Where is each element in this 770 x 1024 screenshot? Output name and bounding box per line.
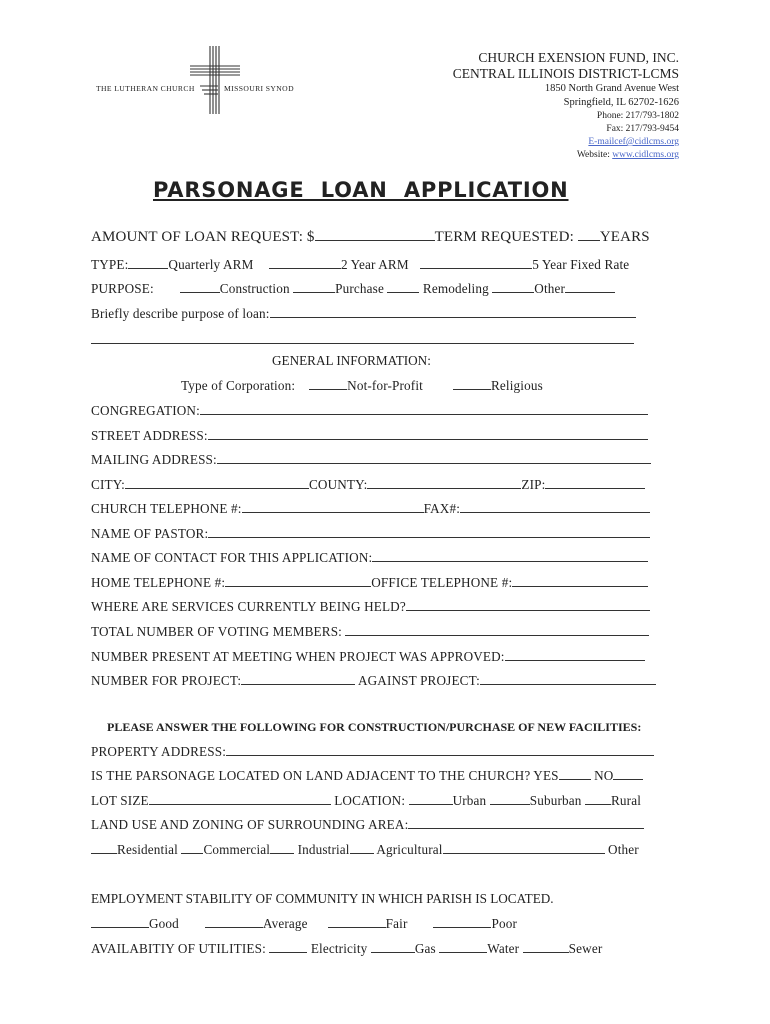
- purpose-purchase-label: Purchase: [335, 281, 384, 296]
- zip-field[interactable]: [545, 488, 645, 489]
- describe-row: [91, 306, 636, 322]
- purpose-row: [91, 281, 615, 297]
- years-label: YEARS: [599, 229, 650, 245]
- lot-size-field[interactable]: [149, 804, 331, 805]
- sewer-label: Sewer: [568, 941, 603, 956]
- home-tel-field[interactable]: [225, 586, 371, 587]
- county-label: COUNTY:: [308, 477, 368, 492]
- street-label: STREET ADDRESS:: [91, 428, 208, 443]
- pastor-row: [91, 526, 650, 542]
- street-field[interactable]: [208, 439, 648, 440]
- water-field[interactable]: [439, 952, 487, 953]
- type-quarterly-label: Quarterly ARM: [168, 257, 254, 272]
- type-quarterly-field[interactable]: [128, 268, 168, 269]
- city-field[interactable]: [125, 488, 309, 489]
- residential-label: Residential: [117, 842, 178, 857]
- purpose-remodeling-field[interactable]: [387, 292, 419, 293]
- services-field[interactable]: [406, 610, 650, 611]
- utilities-row: [91, 941, 602, 957]
- cross-logo-icon: [182, 44, 252, 116]
- purpose-other-field[interactable]: [492, 292, 534, 293]
- suburban-label: Suburban: [529, 793, 582, 808]
- adjacent-row: [91, 768, 643, 784]
- corp-religious-field[interactable]: [453, 389, 491, 390]
- good-field[interactable]: [91, 927, 149, 928]
- project-vote-row: [91, 673, 656, 689]
- land-use-field[interactable]: [408, 828, 644, 829]
- corp-nfp-field[interactable]: [309, 389, 347, 390]
- good-label: Good: [149, 916, 179, 931]
- purpose-remodeling-label: Remodeling: [422, 281, 489, 296]
- office-tel-label: OFFICE TELEPHONE #:: [371, 575, 513, 590]
- construction-heading: PLEASE ANSWER THE FOLLOWING FOR CONSTRUCTION/PURCHASE OF NEW FACILITIES:: [107, 720, 642, 734]
- land-use-row: [91, 817, 644, 833]
- suburban-field[interactable]: [490, 804, 530, 805]
- electricity-label: Electricity: [310, 941, 368, 956]
- home-tel-row: [91, 575, 648, 591]
- average-label: Average: [262, 916, 308, 931]
- fair-field[interactable]: [328, 927, 386, 928]
- poor-field[interactable]: [433, 927, 491, 928]
- general-info-heading: GENERAL INFORMATION:: [272, 353, 431, 368]
- org-fax: Fax: 217/793-9454: [606, 124, 679, 134]
- church-tel-row: [91, 501, 650, 517]
- term-field[interactable]: [578, 240, 600, 241]
- corp-nfp-label: Not-for-Profit: [347, 378, 423, 393]
- for-project-label: NUMBER FOR PROJECT:: [91, 673, 242, 688]
- county-field[interactable]: [367, 488, 521, 489]
- logo-text-left: THE LUTHERAN CHURCH: [96, 84, 195, 93]
- loan-amount-field[interactable]: [315, 240, 435, 241]
- church-tel-field[interactable]: [242, 512, 424, 513]
- corp-religious-label: Religious: [490, 378, 543, 393]
- utilities-label: AVAILABITIY OF UTILITIES:: [91, 941, 266, 956]
- pastor-field[interactable]: [208, 537, 650, 538]
- zip-label: ZIP:: [521, 477, 546, 492]
- voting-field[interactable]: [345, 635, 649, 636]
- page-title: PARSONAGE LOAN APPLICATION: [153, 178, 569, 202]
- mailing-field[interactable]: [217, 463, 651, 464]
- type-2yr-field[interactable]: [269, 268, 341, 269]
- voting-label: TOTAL NUMBER OF VOTING MEMBERS:: [91, 624, 342, 639]
- lot-row: [91, 793, 641, 809]
- org-name-line1: CHURCH EXENSION FUND, INC.: [478, 50, 679, 65]
- congregation-field[interactable]: [200, 414, 648, 415]
- office-tel-field[interactable]: [512, 586, 648, 587]
- commercial-field[interactable]: [181, 853, 203, 854]
- gas-field[interactable]: [371, 952, 415, 953]
- contact-label: NAME OF CONTACT FOR THIS APPLICATION:: [91, 550, 373, 565]
- corp-label: Type of Corporation:: [181, 378, 296, 393]
- describe-field-line2[interactable]: [91, 343, 634, 344]
- purpose-label: PURPOSE:: [91, 281, 154, 296]
- residential-field[interactable]: [91, 853, 117, 854]
- urban-label: Urban: [452, 793, 487, 808]
- purpose-purchase-field[interactable]: [293, 292, 335, 293]
- employment-options-row: [91, 916, 517, 932]
- services-label: WHERE ARE SERVICES CURRENTLY BEING HELD?: [91, 599, 406, 614]
- org-website-line: [577, 150, 679, 160]
- industrial-field[interactable]: [270, 853, 294, 854]
- present-field[interactable]: [505, 660, 645, 661]
- describe-label: Briefly describe purpose of loan:: [91, 306, 270, 321]
- congregation-label: CONGREGATION:: [91, 403, 200, 418]
- lcms-logo: [96, 44, 306, 116]
- rural-field[interactable]: [585, 804, 611, 805]
- org-address2: Springfield, IL 62702-1626: [563, 97, 679, 108]
- type-2yr-label: 2 Year ARM: [340, 257, 409, 272]
- lot-size-label: LOT SIZE: [91, 793, 149, 808]
- adjacent-label: IS THE PARSONAGE LOCATED ON LAND ADJACENT TO THE CHURCH? YES: [91, 768, 559, 783]
- adjacent-no-label: NO: [594, 768, 614, 783]
- voting-row: [91, 624, 649, 640]
- type-5yr-label: 5 Year Fixed Rate: [532, 257, 630, 272]
- location-label: LOCATION:: [334, 793, 406, 808]
- purpose-construction-field[interactable]: [180, 292, 220, 293]
- property-label: PROPERTY ADDRESS:: [91, 744, 227, 759]
- employment-heading: EMPLOYMENT STABILITY OF COMMUNITY IN WHICH PARISH IS LOCATED.: [91, 891, 554, 906]
- land-use-label: LAND USE AND ZONING OF SURROUNDING AREA:: [91, 817, 409, 832]
- fax-label: FAX#:: [423, 501, 461, 516]
- property-field[interactable]: [226, 755, 654, 756]
- logo-text-right: MISSOURI SYNOD: [224, 84, 294, 93]
- org-address1: 1850 North Grand Avenue West: [544, 83, 679, 94]
- water-label: Water: [487, 941, 520, 956]
- against-project-field[interactable]: [480, 684, 656, 685]
- present-label: NUMBER PRESENT AT MEETING WHEN PROJECT WAS APPROVED:: [91, 649, 505, 664]
- fair-label: Fair: [385, 916, 408, 931]
- agricultural-label: Agricultural: [376, 842, 443, 857]
- zoning-options-row: [91, 842, 639, 858]
- industrial-label: Industrial: [297, 842, 350, 857]
- sewer-field[interactable]: [523, 952, 569, 953]
- church-tel-label: CHURCH TELEPHONE #:: [91, 501, 242, 516]
- org-website-link[interactable]: www.cidlcms.org: [612, 150, 679, 160]
- urban-field[interactable]: [409, 804, 453, 805]
- describe-field[interactable]: [270, 317, 636, 318]
- city-row: [91, 477, 645, 493]
- present-row: [91, 649, 645, 665]
- average-field[interactable]: [205, 927, 263, 928]
- corporation-row: [181, 378, 543, 394]
- pastor-label: NAME OF PASTOR:: [91, 526, 209, 541]
- rural-label: Rural: [610, 793, 642, 808]
- electricity-field[interactable]: [269, 952, 307, 953]
- loan-amount-label: AMOUNT OF LOAN REQUEST: $: [91, 229, 315, 245]
- city-label: CITY:: [91, 477, 125, 492]
- agricultural-field[interactable]: [350, 853, 374, 854]
- org-name-line2: CENTRAL ILLINOIS DISTRICT-LCMS: [452, 66, 679, 81]
- services-row: [91, 599, 650, 615]
- purpose-other-label: Other: [534, 281, 566, 296]
- commercial-label: Commercial: [203, 842, 271, 857]
- gas-label: Gas: [414, 941, 436, 956]
- mailing-label: MAILING ADDRESS:: [91, 452, 217, 467]
- property-row: [91, 744, 654, 760]
- term-label: TERM REQUESTED:: [434, 229, 574, 245]
- poor-label: Poor: [491, 916, 517, 931]
- org-email-line: [588, 137, 679, 147]
- type-label: TYPE:: [91, 257, 129, 272]
- fax-field[interactable]: [460, 512, 650, 513]
- adjacent-yes-field[interactable]: [559, 779, 591, 780]
- other-zoning-field[interactable]: [443, 853, 605, 854]
- contact-row: [91, 550, 648, 566]
- type-5yr-field[interactable]: [420, 268, 532, 269]
- adjacent-no-field[interactable]: [613, 779, 643, 780]
- contact-field[interactable]: [372, 561, 648, 562]
- congregation-row: [91, 403, 648, 419]
- loan-amount-row: [91, 229, 650, 246]
- mailing-row: [91, 452, 651, 468]
- purpose-construction-label: Construction: [219, 281, 290, 296]
- org-phone: Phone: 217/793-1802: [596, 111, 679, 121]
- for-project-field[interactable]: [241, 684, 355, 685]
- street-row: [91, 428, 648, 444]
- website-label: Website:: [576, 150, 610, 160]
- loan-type-row: [91, 257, 629, 273]
- other-zoning-label: Other: [608, 842, 639, 857]
- org-email-link[interactable]: E-mailcef@cidlcms.org: [588, 137, 679, 147]
- purpose-other-desc-field[interactable]: [565, 292, 615, 293]
- against-project-label: AGAINST PROJECT:: [357, 673, 480, 688]
- home-tel-label: HOME TELEPHONE #:: [91, 575, 226, 590]
